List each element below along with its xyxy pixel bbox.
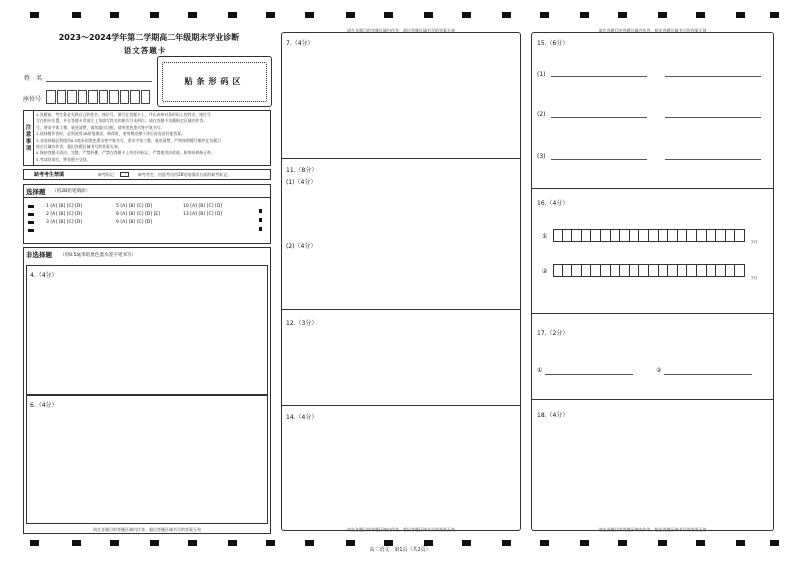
- timing-mark: [266, 12, 275, 18]
- question-label: 6.（4分）: [30, 402, 58, 409]
- question-label: (3): [537, 153, 546, 160]
- timing-mark: [736, 12, 745, 18]
- nonchoice-hint: （用0.5毫米的黑色墨水签字笔书写）: [60, 253, 137, 258]
- grid-cell[interactable]: [707, 264, 717, 277]
- absent-label: 缺考考生禁填: [34, 172, 65, 178]
- grid-cell[interactable]: [630, 264, 640, 277]
- choice-item[interactable]: 10 [A] [B] [C] [D]: [183, 204, 223, 209]
- notice-line: 4.保持答题卡清洁、完整，严禁折叠，严禁在答题卡上作任何标记，严禁使用涂改液、胶带纸和修正带。: [36, 150, 215, 156]
- question-label: 17.（2分）: [537, 330, 569, 337]
- answer-line[interactable]: [665, 117, 761, 118]
- choice-item[interactable]: 13 [A] [B] [C] [D]: [183, 212, 223, 217]
- notice-line: 2.选择题作答时，必须使用2B铅笔填涂，修改时，要用橡皮擦干净后再选涂其他答案。: [36, 131, 185, 137]
- grid-cell[interactable]: [735, 264, 745, 277]
- grid-cell[interactable]: [678, 264, 688, 277]
- timing-mark: [618, 540, 627, 546]
- name-label: 姓 名: [24, 75, 43, 82]
- grid-cell[interactable]: [726, 264, 736, 277]
- grid-cell[interactable]: [601, 264, 611, 277]
- grid-cell[interactable]: [659, 264, 669, 277]
- absent-mark-label: 缺考标记: [98, 172, 114, 177]
- notice-divider: [33, 110, 34, 166]
- page-footer: 高二语文 第1页（共2页）: [369, 547, 431, 553]
- choice-timing-mark: [259, 209, 262, 213]
- notice-line: 3.非选择题必须使用0.5毫米的黑色墨水签字笔书写，要求字体工整、笔迹清楚，严格按照题号顺序在各题目: [36, 137, 221, 143]
- choice-item[interactable]: 2 [A] [B] [C] [D]: [46, 212, 83, 217]
- grid-cell[interactable]: [601, 229, 611, 242]
- notice-label: 注意事项: [25, 125, 32, 152]
- timing-mark: [266, 540, 275, 546]
- timing-mark: [580, 540, 589, 546]
- question-label: (1)（4分）: [286, 179, 317, 186]
- question-label: 4.（4分）: [30, 272, 58, 279]
- notice-text: [36, 112, 269, 163]
- timing-mark: [30, 540, 39, 546]
- timing-mark: [696, 540, 705, 546]
- timing-mark: [110, 12, 119, 18]
- barcode-label: 贴条形码区: [184, 77, 245, 86]
- grid-cell[interactable]: [591, 264, 601, 277]
- section-rule: [281, 405, 521, 406]
- timing-mark: [540, 540, 549, 546]
- grid-cell[interactable]: [611, 264, 621, 277]
- timing-mark: [150, 12, 159, 18]
- grid-cell[interactable]: [716, 229, 726, 242]
- grid-cell[interactable]: [620, 264, 630, 277]
- timing-mark: [462, 540, 471, 546]
- notice-line: 规定区域内作答，超出答题区域书写的答案无效。: [36, 144, 122, 150]
- section-rule: [531, 313, 774, 314]
- grid-cell[interactable]: [611, 229, 621, 242]
- question-label: ②: [656, 367, 662, 374]
- name-field[interactable]: [46, 81, 152, 82]
- answer-line[interactable]: [665, 76, 761, 77]
- question-label: 12.（3分）: [286, 320, 318, 327]
- choice-rule: [23, 197, 271, 198]
- grid-cell[interactable]: [582, 264, 592, 277]
- timing-mark: [618, 12, 627, 18]
- column-notice: 请在各题目的答题区域内作答，超出答题区域书写的答案无效: [347, 527, 455, 532]
- column-notice: 请在各题目的答题区域内作答，超出答题区域书写的答案无效: [93, 527, 201, 532]
- choice-item[interactable]: 9 [A] [B] [C] [D]: [116, 220, 153, 225]
- grid-cell[interactable]: [620, 229, 630, 242]
- timing-mark: [228, 540, 237, 546]
- timing-mark: [188, 540, 197, 546]
- seat-label: 座位号: [23, 96, 42, 103]
- grid-cell[interactable]: [649, 264, 659, 277]
- question-label: (1): [537, 71, 546, 78]
- timing-mark: [384, 540, 393, 546]
- grid-cell[interactable]: [707, 229, 717, 242]
- answer-line[interactable]: [551, 159, 647, 160]
- grid-cell[interactable]: [563, 229, 573, 242]
- choice-timing-mark: [28, 213, 34, 216]
- grid-cell[interactable]: [630, 229, 640, 242]
- question-label: 15.（6分）: [537, 40, 569, 47]
- timing-mark: [424, 540, 433, 546]
- nonchoice-title: 非选择题: [26, 251, 52, 259]
- grid-cell[interactable]: [697, 264, 707, 277]
- choice-item[interactable]: 5 [A] [B] [C] [D]: [116, 204, 153, 209]
- question-label: (2)（4分）: [286, 243, 317, 250]
- writing-grid-1[interactable]: [553, 229, 745, 242]
- answer-line[interactable]: [551, 117, 647, 118]
- timing-mark: [110, 540, 119, 546]
- absent-hint: 缺考考生，由监考员用2B铅笔填涂右面的缺考标记。: [138, 172, 232, 177]
- section-rule: [281, 158, 521, 159]
- grid-cell[interactable]: [591, 229, 601, 242]
- timing-mark: [305, 12, 314, 18]
- timing-mark: [462, 12, 471, 18]
- timing-mark: [540, 12, 549, 18]
- question-label: ①: [537, 367, 543, 374]
- choice-item[interactable]: 3 [A] [B] [C] [D]: [46, 220, 83, 225]
- grid-cell[interactable]: [659, 229, 669, 242]
- question-label: ①: [542, 233, 548, 240]
- column-notice: 请在各题目的答题区域内作答，超出答题区域书写的答案无效: [598, 28, 707, 33]
- column-notice: 请在各题目的答题区域内作答，超出答题区域书写的答案无效: [598, 527, 707, 532]
- section-rule: [531, 188, 774, 189]
- grid-cell[interactable]: [553, 264, 563, 277]
- timing-mark: [502, 12, 511, 18]
- choice-title: 选择题: [26, 188, 46, 196]
- grid-cell[interactable]: [726, 229, 736, 242]
- choice-timing-mark: [28, 229, 34, 232]
- notice-line: 1.答题前，考生务必先将自己的姓名、座位号，填写在答题卡上，并认真核对条形码上的姓名、座位号: [36, 112, 211, 117]
- timing-mark: [424, 12, 433, 18]
- timing-mark: [658, 540, 667, 546]
- choice-item[interactable]: 8 [A] [B] [C] [D] [E]: [116, 212, 161, 217]
- grid-cell[interactable]: [639, 264, 649, 277]
- card-subtitle: 语文答题卡: [123, 46, 167, 55]
- question-label: ②: [542, 268, 548, 275]
- grid-cell[interactable]: [668, 229, 678, 242]
- timing-mark: [188, 12, 197, 18]
- timing-mark: [72, 12, 81, 18]
- question-label: 18.（4分）: [537, 412, 569, 419]
- choice-timing-mark: [28, 205, 34, 208]
- choice-timing-mark: [28, 221, 34, 224]
- grid-count: ???: [751, 276, 758, 281]
- timing-mark: [696, 12, 705, 18]
- timing-mark: [346, 540, 355, 546]
- notice-line: 号、要求字体工整、笔迹清楚，请勿超出边框，请用黑色墨水签字笔书写。: [36, 124, 165, 130]
- question-label: 16.（4分）: [537, 200, 569, 207]
- timing-mark: [30, 12, 39, 18]
- notice-line: 5.考试结束后，将答题卡交回。: [36, 156, 91, 162]
- timing-mark: [305, 540, 314, 546]
- timing-mark: [384, 12, 393, 18]
- column-2: [281, 32, 521, 531]
- answer-line[interactable]: [551, 76, 647, 77]
- question-label: 11.（8分）: [286, 167, 318, 174]
- section-rule: [281, 309, 521, 310]
- grid-cell[interactable]: [735, 229, 745, 242]
- timing-mark: [502, 540, 511, 546]
- grid-cell[interactable]: [697, 229, 707, 242]
- answer-box-q6[interactable]: [26, 395, 268, 524]
- question-label: (2): [537, 111, 546, 118]
- answer-line[interactable]: [545, 374, 633, 375]
- choice-hint: （用2B铅笔填涂）: [52, 189, 91, 194]
- question-label: 7.（4分）: [286, 40, 314, 47]
- answer-line[interactable]: [664, 374, 752, 375]
- notice-line: 写在相应位置，并在答题卡背面左上角填写姓名和座位号末两位。请在答题卡各题指定区域内作答。: [36, 118, 208, 124]
- grid-cell[interactable]: [553, 229, 563, 242]
- timing-mark: [150, 540, 159, 546]
- choice-timing-mark: [259, 227, 262, 231]
- timing-mark: [770, 540, 779, 546]
- grid-cell[interactable]: [668, 264, 678, 277]
- timing-mark: [658, 12, 667, 18]
- grid-cell[interactable]: [716, 264, 726, 277]
- timing-mark: [580, 12, 589, 18]
- timing-mark: [736, 540, 745, 546]
- grid-cell[interactable]: [572, 264, 582, 277]
- grid-cell[interactable]: [639, 229, 649, 242]
- timing-mark: [346, 12, 355, 18]
- writing-grid-2[interactable]: [553, 264, 745, 277]
- grid-count: ???: [751, 240, 758, 245]
- card-title: 2023～2024学年第二学期高二年级期末学业诊断: [58, 33, 240, 42]
- grid-cell[interactable]: [572, 229, 582, 242]
- answer-box-q4[interactable]: [26, 265, 268, 395]
- absent-mark-box[interactable]: [120, 172, 129, 177]
- timing-mark: [770, 12, 779, 18]
- grid-cell[interactable]: [563, 264, 573, 277]
- grid-cell[interactable]: [687, 264, 697, 277]
- column-3: [531, 32, 774, 531]
- section-rule: [531, 399, 774, 400]
- grid-cell[interactable]: [582, 229, 592, 242]
- grid-cell[interactable]: [649, 229, 659, 242]
- choice-item[interactable]: 1 [A] [B] [C] [D]: [46, 204, 83, 209]
- grid-cell[interactable]: [678, 229, 688, 242]
- column-notice: 请在各题目的答题区域内作答，超出答题区域书写的答案无效: [347, 28, 455, 33]
- seat-number-cells[interactable]: [46, 90, 151, 104]
- choice-timing-mark: [259, 218, 262, 222]
- timing-mark: [72, 540, 81, 546]
- timing-mark: [228, 12, 237, 18]
- question-label: 14.（4分）: [286, 414, 318, 421]
- grid-cell[interactable]: [687, 229, 697, 242]
- answer-line[interactable]: [665, 159, 761, 160]
